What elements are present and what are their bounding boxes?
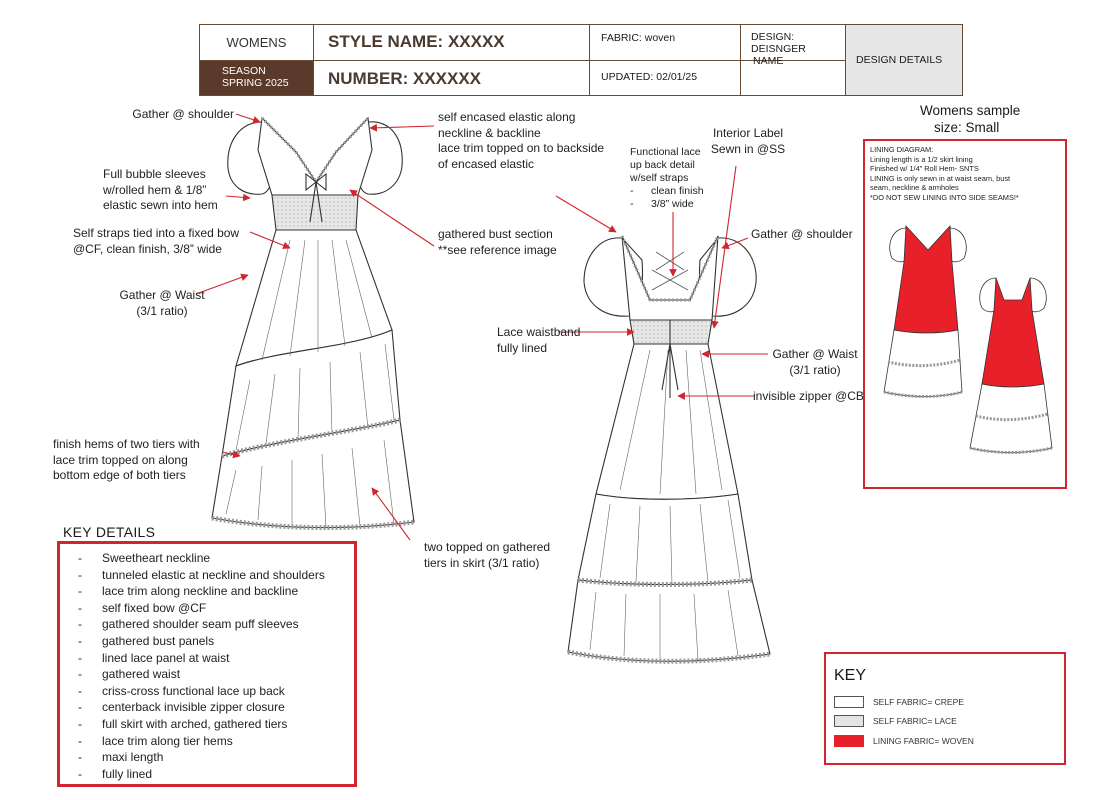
back-skirt-tier-1	[578, 494, 752, 585]
callout-gather-waist-back: Gather @ Waist (3/1 ratio)	[772, 347, 858, 377]
callout-two-tiers: two topped on gathered tiers in skirt (3/1 ratio)	[424, 540, 551, 570]
style-number: NUMBER: XXXXXX	[314, 61, 590, 95]
back-dress-sketch	[568, 236, 770, 661]
legend-label-lining: LINING FABRIC= WOVEN	[873, 736, 974, 746]
back-bodice	[622, 236, 718, 320]
front-dress-sketch	[212, 118, 414, 528]
season-label: SEASON	[222, 65, 266, 77]
sample-size-title: Womens sample size: Small	[920, 103, 1021, 135]
fabric-cell: FABRIC: woven	[590, 25, 741, 61]
key-details-list	[78, 550, 354, 782]
season-value: SPRING 2025	[222, 77, 289, 89]
callout-bubble-sleeves: Full bubble sleeves w/rolled hem & 1/8” elastic sewn into hem	[103, 167, 218, 212]
key-detail-item: - lined lace panel at waist	[78, 650, 354, 667]
key-detail-item: - maxi length	[78, 749, 354, 766]
key-detail-item: - full skirt with arched, gathered tiers	[78, 716, 354, 733]
callout-gathered-bust: gathered bust section **see reference image	[438, 227, 557, 257]
department-cell: WOMENS	[200, 25, 314, 61]
designer-line-2: NAME	[753, 55, 784, 67]
key-detail-item: - centerback invisible zipper closure	[78, 699, 354, 716]
back-skirt-tier-2	[568, 580, 770, 661]
callout-finish-hems: finish hems of two tiers with lace trim topped on along bottom edge of both tiers	[53, 437, 200, 482]
legend-title: KEY	[834, 667, 867, 684]
key-details-box	[57, 541, 357, 787]
key-detail-item: - tunneled elastic at neckline and shoulders	[78, 567, 354, 584]
back-lace-waist	[630, 320, 712, 344]
key-detail-item: - lace trim along neckline and backline	[78, 583, 354, 600]
callout-gather-shoulder-back: Gather @ shoulder	[751, 227, 853, 241]
callout-gather-shoulder-front: Gather @ shoulder	[132, 107, 234, 121]
updated-cell: UPDATED: 02/01/25	[590, 61, 741, 95]
key-details-title: KEY DETAILS	[63, 524, 156, 540]
legend-label-lace: SELF FABRIC= LACE	[873, 716, 957, 726]
legend-swatch-lining	[834, 735, 864, 747]
key-detail-item: - self fixed bow @CF	[78, 600, 354, 617]
callout-lace-waistband: Lace waistband fully lined	[497, 325, 581, 355]
key-detail-item: - gathered bust panels	[78, 633, 354, 650]
key-detail-item: - gathered shoulder seam puff sleeves	[78, 616, 354, 633]
key-detail-item: - lace trim along tier hems	[78, 733, 354, 750]
callout-interior-label: Interior Label Sewn in @SS	[710, 126, 786, 156]
key-detail-item: - fully lined	[78, 766, 354, 783]
design-details-cell: DESIGN DETAILS	[846, 25, 962, 95]
front-lace-waist	[272, 195, 358, 230]
callout-functional-lace: Functional lace up back detail w/self straps - clean finish - 3/8” wide	[630, 146, 704, 210]
legend-swatch-lace	[834, 715, 864, 727]
callout-invisible-zipper: invisible zipper @CB	[753, 389, 864, 403]
callout-gather-waist-front: Gather @ Waist (3/1 ratio)	[119, 288, 205, 318]
callout-encased-elastic: self encased elastic along neckline & backline lace trim topped on to backside of encased elastic	[438, 110, 605, 171]
key-detail-item: - Sweetheart neckline	[78, 550, 354, 567]
lining-notes: LINING DIAGRAM: Lining length is a 1/2 skirt lining Finished w/ 1/4” Roll Hem- SNTS LINING is only sewn in at waist seam, bust seam, neckline & armholes *DO NOT SEW LINING INTO SIDE SEAMS!*	[870, 145, 1019, 202]
designer-line-1: DESIGN: DEISNGER	[751, 31, 806, 55]
style-name: STYLE NAME: XXXXX	[314, 25, 590, 61]
key-detail-item: - criss-cross functional lace up back	[78, 683, 354, 700]
callout-self-straps: Self straps tied into a fixed bow @CF, clean finish, 3/8” wide	[73, 226, 240, 256]
legend-label-crepe: SELF FABRIC= CREPE	[873, 697, 964, 707]
legend-swatch-crepe	[834, 696, 864, 708]
key-detail-item: - gathered waist	[78, 666, 354, 683]
